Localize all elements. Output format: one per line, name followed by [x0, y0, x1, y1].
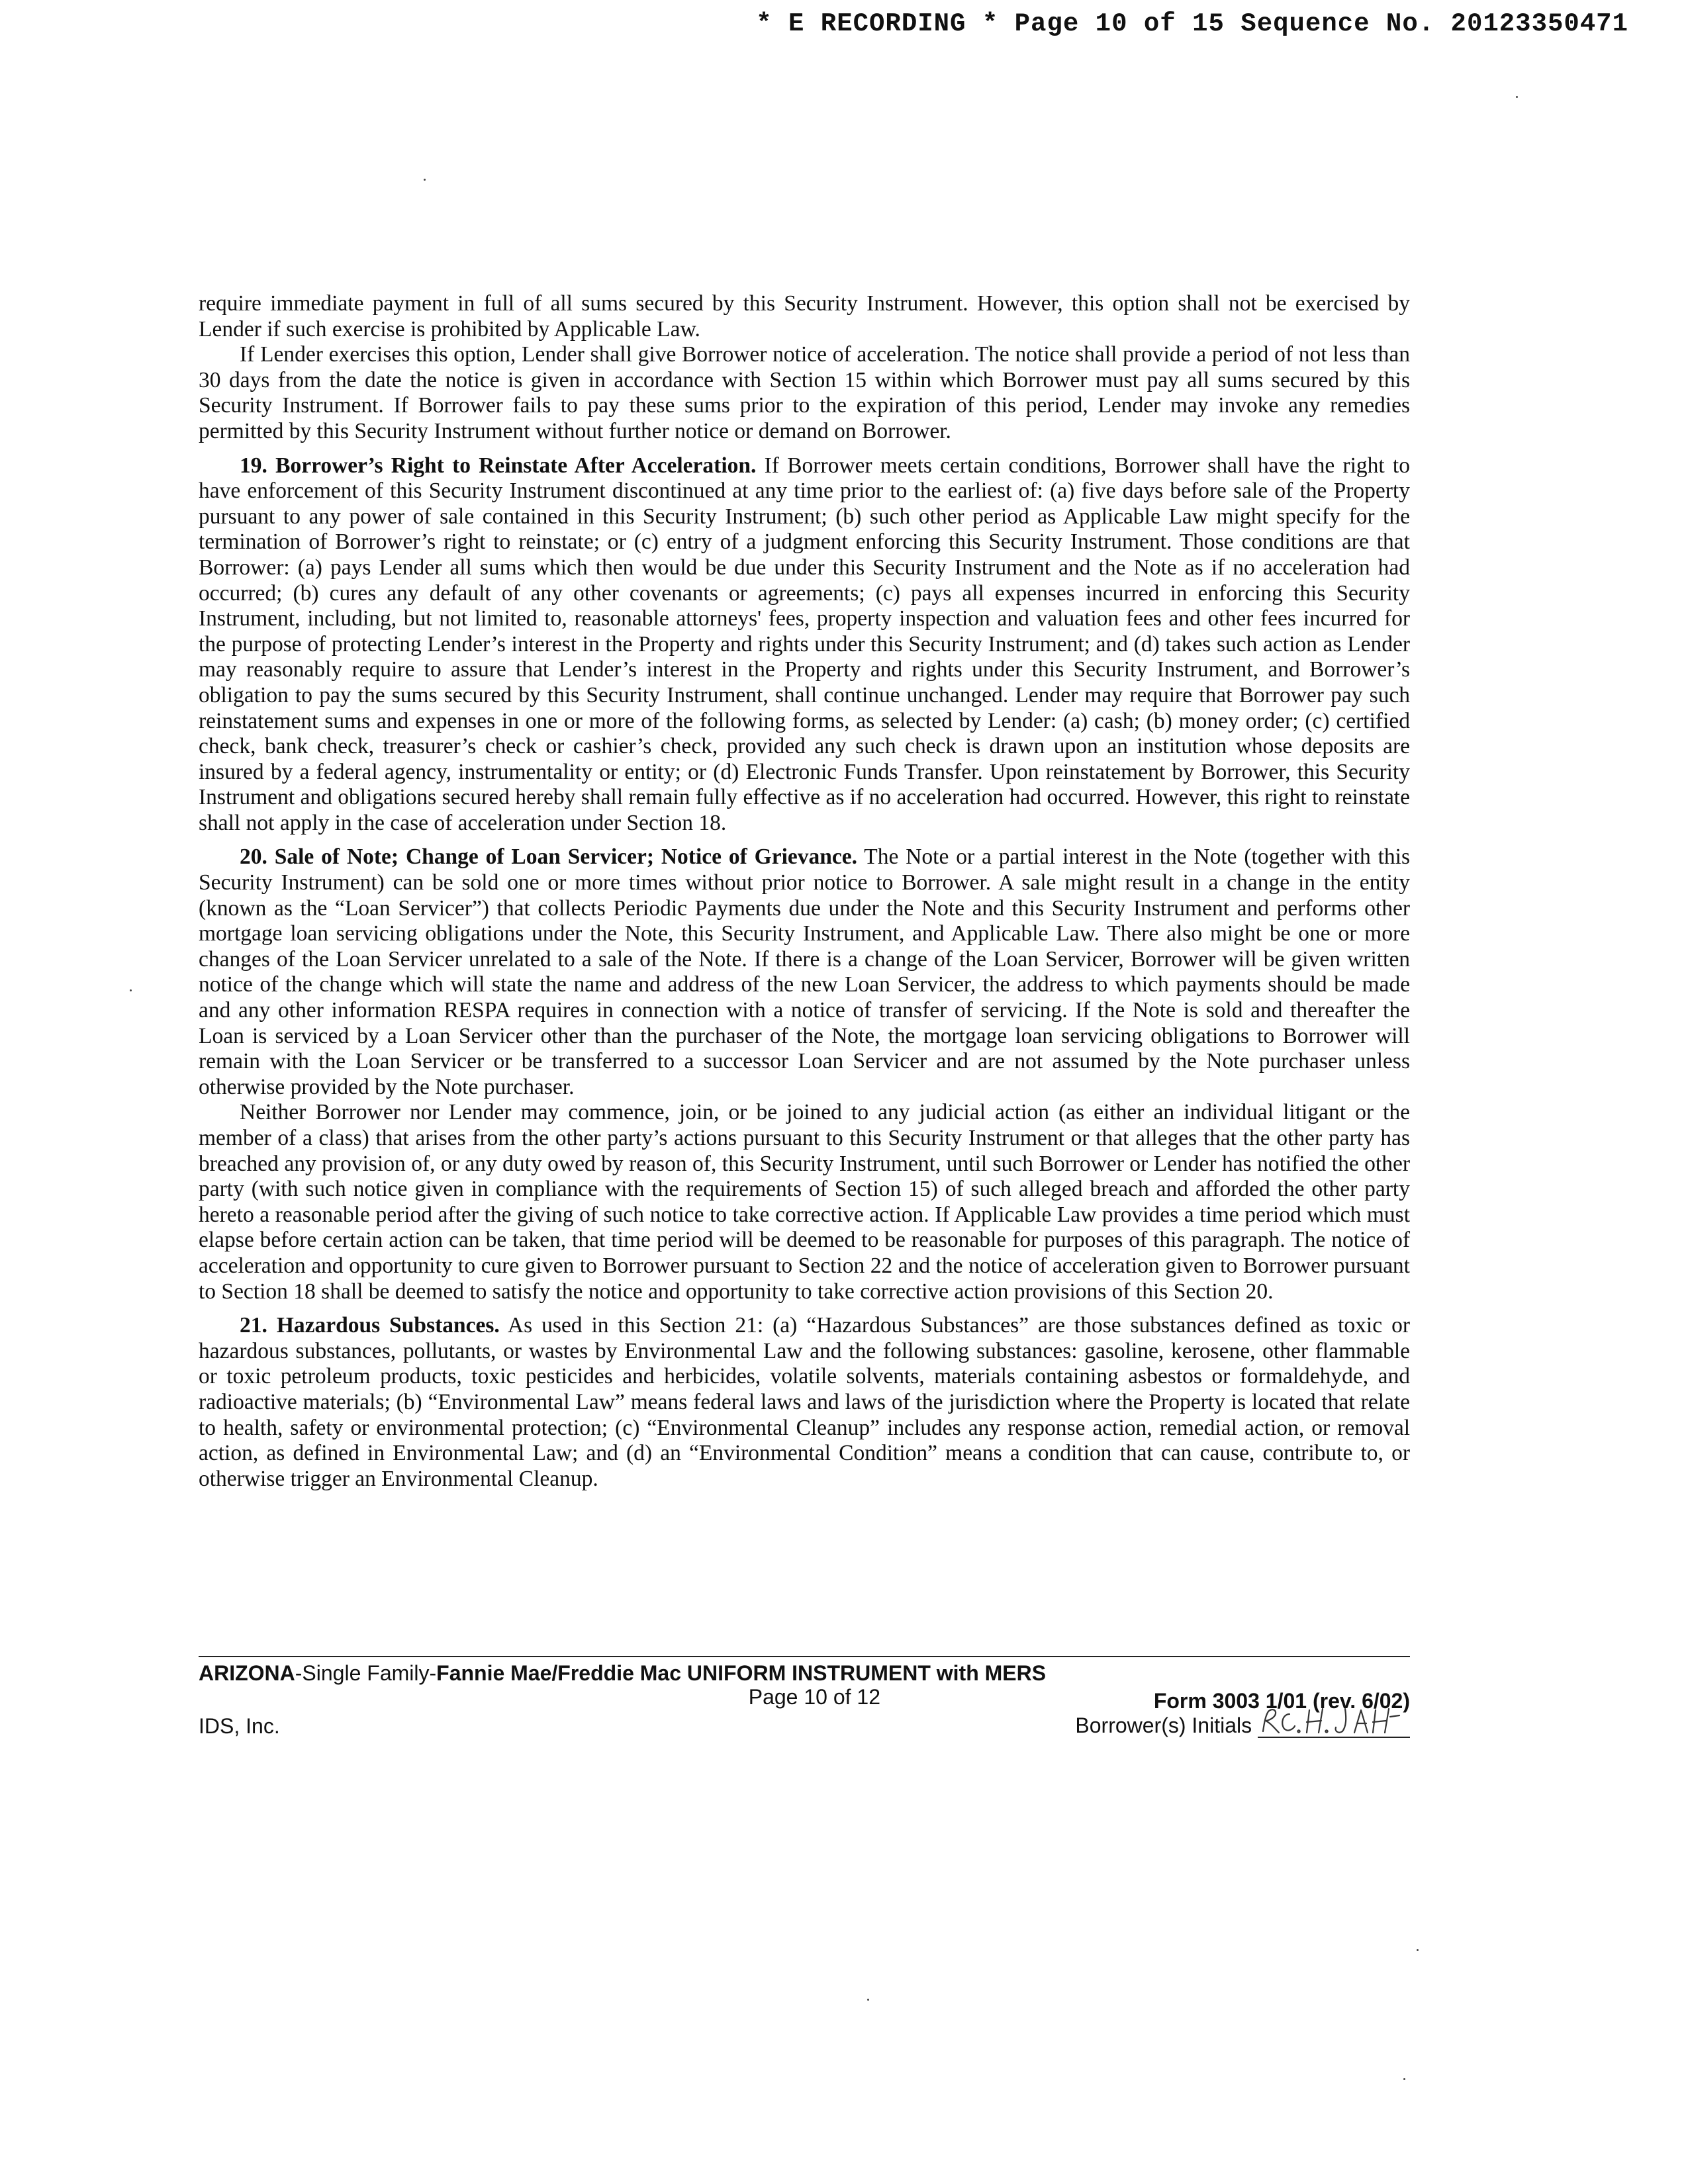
paragraph-notice-of-acceleration	[199, 342, 1410, 444]
footer-rule	[199, 1656, 1410, 1657]
scan-speck	[1516, 96, 1518, 98]
section-20-paragraph-2	[199, 1100, 1410, 1304]
paragraph-text: require immediate payment in full of all sums secured by this Security Instrument. However, this option shall not be exercised by Lender if such exercise is prohibited by Applicable Law.	[199, 291, 1410, 341]
section-20	[199, 844, 1410, 1100]
paragraph-continuation	[199, 291, 1410, 342]
form-agency: Fannie Mae/Freddie Mac UNIFORM INSTRUMENT with MERS	[436, 1661, 1047, 1685]
form-title	[199, 1661, 1046, 1686]
page-number: Page 10 of 12	[748, 1685, 880, 1709]
recording-header: * E RECORDING * Page 10 of 15 Sequence No. 20123350471	[756, 9, 1628, 38]
initials-signature	[1258, 1711, 1410, 1738]
section-20-heading: 20. Sale of Note; Change of Loan Servicer; Notice of Grievance.	[240, 844, 857, 870]
scan-speck	[130, 989, 132, 991]
section-21	[199, 1313, 1410, 1492]
section-21-heading: 21. Hazardous Substances.	[240, 1313, 500, 1338]
borrower-initials	[1075, 1711, 1410, 1738]
vendor-name: IDS, Inc.	[199, 1714, 280, 1738]
section-19-heading: 19. Borrower’s Right to Reinstate After Acceleration.	[240, 453, 757, 478]
scan-speck	[867, 1999, 869, 2001]
scan-speck	[1417, 1949, 1419, 1951]
handwritten-initials-icon	[1258, 1702, 1410, 1739]
section-19-text: If Borrower meets certain conditions, Borrower shall have the right to have enforcement of this Security Instrument discontinued at any time prior to the earliest of: (a) five days before sale of the Property pursuant to any power of sale contained in this Security Instrument; (b) such other period as Applicable Law might specify for the termination of Borrower’s right to reinstate; or (c) entry of a judgment enforcing this Security Instrument. Those conditions are that Borrower: (a) pays Lender all sums which then would be due under this Security Instrument and the Note as if no acceleration had occurred; (b) cures any default of any other covenants or agreements; (c) pays all expenses incurred in enforcing this Security Instrument, including, but not limited to, reasonable attorneys' fees, property inspection and valuation fees and other fees incurred for the purpose of protecting Lender’s interest in the Property and rights under this Security Instrument; and (d) takes such action as Lender may reasonably require to assure that Lender’s interest in the Property and rights under this Security Instrument, and Borrower’s obligation to pay the sums secured by this Security Instrument, shall continue unchanged. Lender may require that Borrower pay such reinstatement sums and expenses in one or more of the following forms, as selected by Lender: (a) cash; (b) money order; (c) certified check, bank check, treasurer’s check or cashier’s check, provided any such check is drawn upon an institution whose deposits are insured by a federal agency, instrumentality or entity; or (d) Electronic Funds Transfer. Upon reinstatement by Borrower, this Security Instrument and obligations secured hereby shall remain fully effective as if no acceleration had occurred. However, this right to reinstate shall not apply in the case of acceleration under Section 18.	[199, 453, 1410, 835]
form-description: -Single Family-	[295, 1661, 437, 1685]
form-state: ARIZONA	[199, 1661, 295, 1685]
scan-speck	[1403, 2078, 1405, 2080]
document-body	[199, 291, 1410, 1492]
paragraph-text: Neither Borrower nor Lender may commence, join, or be joined to any judicial action (as either an individual litigant or the member of a class) that arises from the other party’s actions pursuant to this Security Instrument or that alleges that the other party has breached any provision of, or any duty owed by reason of, this Security Instrument, until such Borrower or Lender has notified the other party (with such notice given in compliance with the requirements of Section 15) of such alleged breach and afforded the other party hereto a reasonable period after the giving of such notice to take corrective action. If Applicable Law provides a time period which must elapse before certain action can be taken, that time period will be deemed to be reasonable for purposes of this paragraph. The notice of acceleration and opportunity to cure given to Borrower pursuant to Section 22 and the notice of acceleration given to Borrower pursuant to Section 18 shall be deemed to satisfy the notice and opportunity to take corrective action provisions of this Section 20.	[199, 1100, 1410, 1304]
page-footer	[199, 1661, 1410, 1741]
section-20-text: The Note or a partial interest in the Note (together with this Security Instrument) can be sold one or more times without prior notice to Borrower. A sale might result in a change in the entity (known as the “Loan Servicer”) that collects Periodic Payments due under the Note and this Security Instrument and performs other mortgage loan servicing obligations under the Note, this Security Instrument, and Applicable Law. There also might be one or more changes of the Loan Servicer unrelated to a sale of the Note. If there is a change of the Loan Servicer, Borrower will be given written notice of the change which will state the name and address of the new Loan Servicer, the address to which payments should be made and any other information RESPA requires in connection with a notice of transfer of servicing. If the Note is sold and thereafter the Loan is serviced by a Loan Servicer other than the purchaser of the Note, the mortgage loan servicing obligations to Borrower will remain with the Loan Servicer or be transferred to a successor Loan Servicer and are not assumed by the Note purchaser unless otherwise provided by the Note purchaser.	[199, 844, 1410, 1099]
scan-speck	[424, 179, 426, 181]
section-19	[199, 453, 1410, 837]
initials-label: Borrower(s) Initials	[1075, 1713, 1252, 1737]
section-21-text: As used in this Section 21: (a) “Hazardous Substances” are those substances defined as toxic or hazardous substances, pollutants, or wastes by Environmental Law and the following substances: gasoline, kerosene, other flammable or toxic petroleum products, toxic pesticides and herbicides, volatile solvents, materials containing asbestos or formaldehyde, and radioactive materials; (b) “Environmental Law” means federal laws and laws of the jurisdiction where the Property is located that relate to health, safety or environmental protection; (c) “Environmental Cleanup” includes any response action, remedial action, or removal action, as defined in Environmental Law; and (d) an “Environmental Condition” means a condition that can cause, contribute to, or otherwise trigger an Environmental Cleanup.	[199, 1313, 1410, 1491]
paragraph-text: If Lender exercises this option, Lender shall give Borrower notice of acceleration. The notice shall provide a period of not less than 30 days from the date the notice is given in accordance with Section 15 within which Borrower must pay all sums secured by this Security Instrument. If Borrower fails to pay these sums prior to the expiration of this period, Lender may invoke any remedies permitted by this Security Instrument without further notice or demand on Borrower.	[199, 342, 1410, 443]
form-id: Form 3003 1/01 (rev. 6/02)	[1153, 1689, 1410, 1713]
